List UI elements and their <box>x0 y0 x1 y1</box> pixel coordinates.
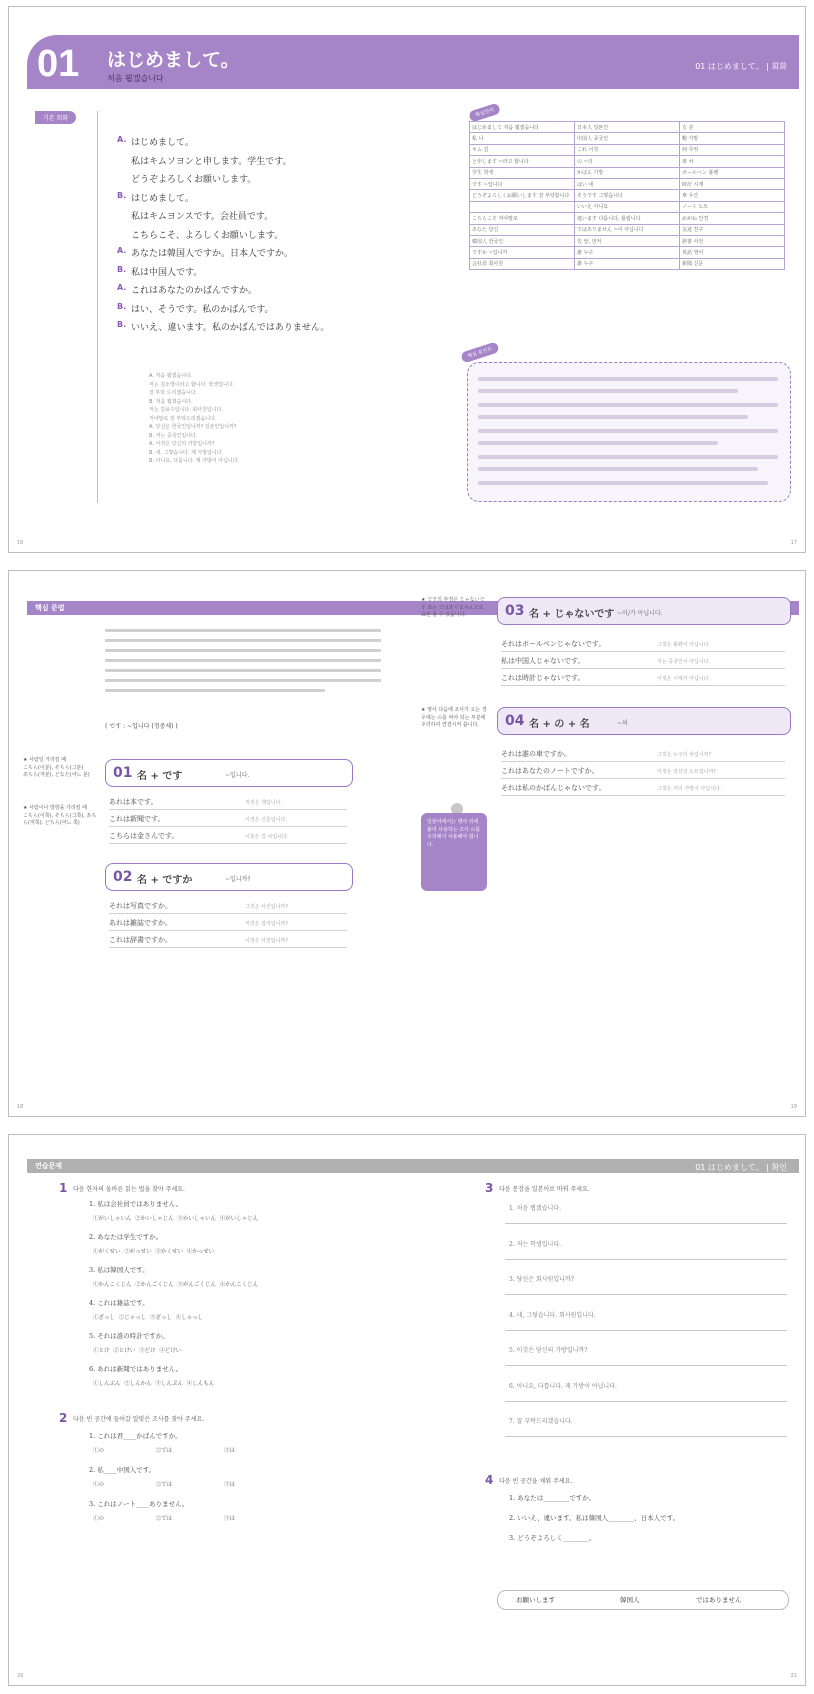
example-rule <box>109 826 347 827</box>
translation-prompt: 4. 네, 그렇습니다. 회사원입니다. <box>509 1311 596 1319</box>
right-note-negative: ★ です의 부정은 じゃないです 또는 ではありません으로 표현 할 수 있습니다. <box>421 597 485 618</box>
note-text-line <box>478 377 778 381</box>
translation-line: A. 처음 뵙겠습니다. <box>149 373 193 379</box>
note-text-line <box>478 415 748 419</box>
vocab-cell: 先 앞, 먼저 <box>575 235 680 246</box>
tip-box: 일본어에서는 명사 뒤에 붙여 사용하는 조사 の를 주의해서 사용해야 합니다. <box>421 813 487 891</box>
grammar-number: 01 <box>113 765 133 781</box>
translation-line: B. 처음 뵙겠습니다. <box>149 398 193 405</box>
fill-blank-item: 1. あなたは________ですか。 <box>509 1494 596 1502</box>
vocab-cell: 新聞 신문 <box>680 258 785 269</box>
vocab-cell: 英語 영어 <box>680 247 785 258</box>
question-item: 2. あなたは学生ですか。 <box>89 1233 163 1241</box>
question-item: 1. 私は会社員ではありません。 <box>89 1200 183 1208</box>
vocab-cell: 誰 누구 <box>575 258 680 269</box>
example-translation: 그것은 저의 가방이 아닙니다. <box>657 786 722 792</box>
question-item: 4. これは雑誌です。 <box>89 1299 149 1307</box>
vocab-cell: ですか ~입니까 <box>470 247 575 258</box>
vocab-row <box>470 201 785 212</box>
example-translation: 그것은 사진입니까? <box>245 904 288 910</box>
question-item: 6. あれは新聞ではありません。 <box>89 1365 183 1373</box>
question-instruction: 다음 빈 공간에 들어갈 알맞은 조사를 찾아 주세요. <box>73 1416 205 1423</box>
fill-blank-item: 2. いいえ、違います。私は韓国人________、日本人です。 <box>509 1514 680 1522</box>
note-text-line <box>478 481 768 485</box>
word-bank-item: お願いします <box>516 1596 555 1604</box>
lesson-title: はじめまして。 <box>107 49 240 71</box>
vocab-cell: 車 차 <box>680 156 785 167</box>
speaker-label: B. <box>117 301 127 311</box>
grammar-title: 名 + じゃないです <box>529 609 615 620</box>
page-number-left: 16 <box>17 540 24 546</box>
example-translation: 그것은 누구의 차입니까? <box>657 752 712 758</box>
example-rule <box>109 930 347 931</box>
question-number: 4 <box>485 1473 494 1487</box>
example-translation: 저것은 잡지입니까? <box>245 921 288 927</box>
vocab-row <box>470 235 785 246</box>
grammar-number: 02 <box>113 869 133 885</box>
example-sentence: それは私のかばんじゃないです。 <box>501 784 606 792</box>
translation-line: A. 이것은 당신의 가방입니까? <box>149 441 215 447</box>
dialogue-text: 私は中国人です。 <box>131 267 203 278</box>
side-note-direction: ★ 사람이나 방향을 가리킬 때 こちら(이쪽), そちら(그쪽), あちら(저쪽), どちら(어느 쪽) <box>23 805 97 826</box>
vocab-row <box>470 190 785 201</box>
dialogue-text: はじめまして。 <box>131 193 194 204</box>
dialogue-text: どうぞよろしくお願いします。 <box>131 175 257 185</box>
vocab-row <box>470 156 785 167</box>
vocab-cell: ではありません ~이 아닙니다 <box>575 224 680 235</box>
question-item: 5. それは誰の時計ですか。 <box>89 1332 169 1340</box>
example-translation: 저는 중국인이 아닙니다. <box>657 659 711 665</box>
vocab-row <box>470 258 785 269</box>
answer-options: ①かんこくじん ②かんごくじん ③がんごくじん ④かんこくじん <box>93 1282 259 1288</box>
page-number-left: 20 <box>17 1673 24 1679</box>
vocab-cell: 何 무엇 <box>680 144 785 155</box>
question-instruction: 다음 문장을 일본어로 바꿔 주세요. <box>499 1186 590 1193</box>
question-instruction: 다음 빈 공간을 채워 주세요. <box>499 1478 573 1485</box>
vocab-row <box>470 122 785 133</box>
note-text-line <box>478 467 758 471</box>
grammar-number: 03 <box>505 603 525 619</box>
side-note-people: ★ 사람일 가리킬 때 こちら(이분), そちら(그분) あちら(저분), どなた(어느 분) <box>23 757 90 778</box>
translation-prompt: 7. 잘 부탁드리겠습니다. <box>509 1418 573 1425</box>
dialogue-text: いいえ、違います。私のかばんではありません。 <box>131 323 330 333</box>
textbook-spread-dialogue <box>8 6 806 553</box>
speaker-label: A. <box>117 283 127 292</box>
vocab-cell: いいえ 아니요 <box>575 201 680 212</box>
note-text-line <box>478 455 778 459</box>
example-sentence: あれは本です。 <box>109 798 158 806</box>
translation-line: 저야말로 잘 부탁드리겠습니다. <box>149 415 217 422</box>
grammar-title: 名 + です <box>137 771 183 782</box>
vocab-row <box>470 213 785 224</box>
answer-options: ①がいしゃいん ②かいしゃじん ③かいしゃいん ④がいしゃじん <box>93 1216 259 1222</box>
vocab-cell: どうぞよろしくお願いします 잘 부탁합니다 <box>470 190 575 201</box>
example-rule <box>109 913 347 914</box>
vocab-cell: 誰 누구 <box>575 247 680 258</box>
vocab-row <box>470 167 785 178</box>
vocab-cell: はい 네 <box>575 178 680 189</box>
dialogue-text: あなたは韓国人ですか。日本人ですか。 <box>131 249 294 259</box>
grammar-meaning: ~입니까? <box>225 876 251 883</box>
vocab-cell: あなた 당신 <box>470 224 575 235</box>
vocab-cell: 時計 시계 <box>680 178 785 189</box>
grammar-number: 04 <box>505 713 525 729</box>
section-tag: 연습문제 <box>35 1162 63 1170</box>
vocab-row <box>470 178 785 189</box>
intro-text-line <box>105 649 381 652</box>
intro-text-line <box>105 679 381 682</box>
dialogue-text: 私はキムヨンスです。会社員です。 <box>131 212 274 222</box>
question-item: 3. これはノート____ありません。 <box>89 1500 189 1508</box>
section-tag: 핵심 문법 <box>35 604 65 612</box>
vocab-table <box>469 121 785 270</box>
fill-blank-item: 3. どうぞよろしく________。 <box>509 1534 596 1542</box>
example-rule <box>501 778 785 779</box>
intro-text-line <box>105 669 381 672</box>
vocab-cell: めがね 안경 <box>680 213 785 224</box>
dialogue-text: これはあなたのかばんですか。 <box>131 286 258 296</box>
answer-options: ①ざっし ②じゃっし ③ざっし ④しゃっし <box>93 1315 204 1321</box>
vocab-cell: 韓国人 한국인 <box>470 235 575 246</box>
note-text-line <box>478 403 778 407</box>
example-sentence: これは時計じゃないです。 <box>501 674 585 682</box>
example-translation: 저것은 책입니다. <box>245 800 282 806</box>
grammar-meaning: ~입니다. <box>225 772 250 779</box>
answer-options: ①がくせい ②がっせい ③かくせい ④かっせい <box>93 1249 215 1255</box>
vocab-tag: 핵심단어 <box>468 102 501 122</box>
page-number-right: 19 <box>790 1104 797 1110</box>
vocab-cell: と申します ~라고 합니다 <box>470 156 575 167</box>
example-rule <box>109 843 347 844</box>
translation-line: B. 저는 중국인입니다. <box>149 432 198 439</box>
vocab-cell: これ 이것 <box>575 144 680 155</box>
word-bank-item: ではありません <box>696 1596 742 1604</box>
answer-options: ①の ②では ③は <box>93 1448 235 1454</box>
translation-prompt: 6. 아니요, 다릅니다. 제 가방이 아닙니다. <box>509 1382 617 1390</box>
example-sentence: 私は中国人じゃないです。 <box>501 657 585 665</box>
example-sentence: これは新聞です。 <box>109 815 165 823</box>
question-instruction: 다음 한자의 올바른 읽는 법을 찾아 주세요. <box>73 1186 185 1193</box>
answer-options: ①の ②では ③は <box>93 1482 235 1488</box>
answer-line <box>505 1401 787 1402</box>
example-rule <box>501 685 785 686</box>
example-sentence: あれは雑誌ですか。 <box>109 919 172 927</box>
answer-line <box>505 1365 787 1366</box>
example-translation: 이것은 시계가 아닙니다. <box>657 676 711 682</box>
example-rule <box>501 651 785 652</box>
question-number: 3 <box>485 1181 494 1195</box>
vocab-cell: 中国人 중국인 <box>575 133 680 144</box>
vocab-cell: 傘 우산 <box>680 190 785 201</box>
translation-line: 저는 김소영이라고 합니다. 학생입니다. <box>149 381 235 388</box>
vocab-cell: 友達 친구 <box>680 224 785 235</box>
example-sentence: それは誰の車ですか。 <box>501 750 571 758</box>
answer-options: ①とけ ②とけい ③どけ ④どけい <box>93 1348 182 1354</box>
vocab-cell: です ~입니다 <box>470 178 575 189</box>
answer-options: ①の ②では ③は <box>93 1516 235 1522</box>
vocab-cell: 私 나 <box>470 133 575 144</box>
table-caption: ( です : ~입니다 (정중체) ) <box>105 723 178 730</box>
grammar-title: 名 + ですか <box>137 875 193 886</box>
vocab-cell: ボールペン 볼펜 <box>680 167 785 178</box>
intro-text-line <box>105 659 381 662</box>
translation-line: A. 당신은 한국인입니까? 일본인입니까? <box>149 424 237 430</box>
question-number: 1 <box>59 1181 68 1195</box>
grammar-title: 名 + の + 名 <box>529 719 590 730</box>
lesson-number: 01 <box>37 43 80 85</box>
question-item: 3. 私は韓国人です。 <box>89 1266 149 1274</box>
example-translation: 그것은 볼펜이 아닙니다. <box>657 642 711 648</box>
vocab-cell: そうです 그렇습니다 <box>575 190 680 201</box>
translation-line: 잘 부탁 드리겠습니다. <box>149 390 198 396</box>
note-text-line <box>478 441 718 445</box>
answer-line <box>505 1330 787 1331</box>
speaker-label: B. <box>117 264 127 274</box>
vocab-cell: キム 김 <box>470 144 575 155</box>
answer-line <box>505 1259 787 1260</box>
translation-prompt: 1. 처음 뵙겠습니다. <box>509 1205 562 1212</box>
question-item: 1. これは君____かばんですか。 <box>89 1432 182 1440</box>
vocab-cell: かばん 가방 <box>575 167 680 178</box>
translation-prompt: 3. 당신은 회사원입니까? <box>509 1276 574 1283</box>
vocab-cell: はじめまして 처음 뵙겠습니다 <box>470 122 575 133</box>
word-bank <box>497 1590 789 1610</box>
example-translation: 이것은 사전입니까? <box>245 938 288 944</box>
vocab-cell: 会社員 회사원 <box>470 258 575 269</box>
example-rule <box>109 809 347 810</box>
vocab-cell: こちらこそ 저야말로 <box>470 213 575 224</box>
translation-prompt: 5. 이것은 당신의 가방입니까? <box>509 1347 588 1354</box>
vocab-cell: 日本人 일본인 <box>575 122 680 133</box>
dialogue-text: 私はキムソヨンと申します。学生です。 <box>131 156 292 167</box>
right-note-particle: ★ 명사 다음에 조사가 오는 경우에는 の를 써야 되는 부분에 주의하여 연결시켜 씁니다. <box>421 707 487 728</box>
example-rule <box>109 947 347 948</box>
speaker-label: B. <box>117 190 127 200</box>
grammar-meaning: ~이/가 아닙니다. <box>617 610 663 617</box>
vocab-row <box>470 133 785 144</box>
intro-text-line <box>105 639 381 642</box>
dialogue-text: こちらこそ、よろしくお願いします。 <box>131 230 284 241</box>
speaker-label: B. <box>117 320 127 329</box>
vocab-row <box>470 144 785 155</box>
vocab-row <box>470 247 785 258</box>
example-sentence: これはあなたのノートですか。 <box>501 767 599 775</box>
note-text-line <box>478 389 738 393</box>
divider <box>97 111 98 503</box>
speaker-label: A. <box>117 246 127 255</box>
example-sentence: それはボールペンじゃないです。 <box>501 640 606 648</box>
example-sentence: こちらは金さんです。 <box>109 832 179 840</box>
section-header-bar <box>27 1159 799 1173</box>
example-rule <box>501 761 785 762</box>
translation-line: 저는 김용수입니다. 회사원입니다. <box>149 407 223 413</box>
dialogue-text: はい、そうです。私のかばんです。 <box>131 304 274 315</box>
note-text-line <box>478 429 778 433</box>
example-rule <box>501 668 785 669</box>
page-number-right: 21 <box>790 1673 797 1679</box>
page-number-left: 18 <box>17 1104 24 1110</box>
vocab-cell: ノート 노트 <box>680 201 785 212</box>
grammar-meaning: ~의 <box>617 720 628 727</box>
intro-text-line <box>105 629 381 632</box>
word-bank-item: 韓国人 <box>620 1596 640 1604</box>
dialogue-text: はじめまして。 <box>131 138 194 148</box>
page-number-right: 17 <box>790 540 797 546</box>
vocab-cell: 違います 다릅니다, 틀립니다 <box>575 213 680 224</box>
question-number: 2 <box>59 1411 68 1425</box>
section-tag: 기본 회화 <box>35 111 76 124</box>
running-header: 01 はじめまして。 | 회화 <box>695 62 787 71</box>
example-translation: 이것은 신문입니다. <box>245 817 287 823</box>
translation-line: B. 아니요, 다릅니다. 제 가방이 아닙니다. <box>149 458 240 464</box>
running-header: 01 はじめまして。 | 확인 <box>695 1163 787 1172</box>
answer-options: ①しんぶん ②しんかん ③しんぷん ④しんもん <box>93 1381 215 1387</box>
vocab-row <box>470 224 785 235</box>
example-translation: 이분은 김 씨입니다. <box>245 834 289 840</box>
vocab-cell: 鞄 가방 <box>680 133 785 144</box>
example-translation: 이것은 당신의 노트입니까? <box>657 769 716 775</box>
example-sentence: それは写真ですか。 <box>109 902 172 910</box>
speaker-label: A. <box>117 135 127 144</box>
translation-prompt: 2. 저는 학생입니다. <box>509 1240 562 1248</box>
translation-line: B. 네, 그렇습니다. 제 가방입니다. <box>149 449 224 456</box>
vocab-cell: 方 분 <box>680 122 785 133</box>
answer-line <box>505 1436 787 1437</box>
vocab-cell <box>470 201 575 212</box>
key-point-tag: 핵심 포인트 <box>460 341 499 363</box>
example-rule <box>501 795 785 796</box>
question-item: 2. 私____中国人です。 <box>89 1466 156 1474</box>
lesson-subtitle: 처음 뵙겠습니다 <box>107 74 164 83</box>
intro-text-line <box>105 689 325 692</box>
textbook-spread-grammar <box>8 570 806 1117</box>
example-sentence: これは辞書ですか。 <box>109 936 172 944</box>
key-point-box <box>467 362 791 502</box>
answer-line <box>505 1294 787 1295</box>
vocab-cell: 学生 학생 <box>470 167 575 178</box>
vocab-cell: の ~의 <box>575 156 680 167</box>
answer-line <box>505 1223 787 1224</box>
vocab-cell: 辞書 사전 <box>680 235 785 246</box>
